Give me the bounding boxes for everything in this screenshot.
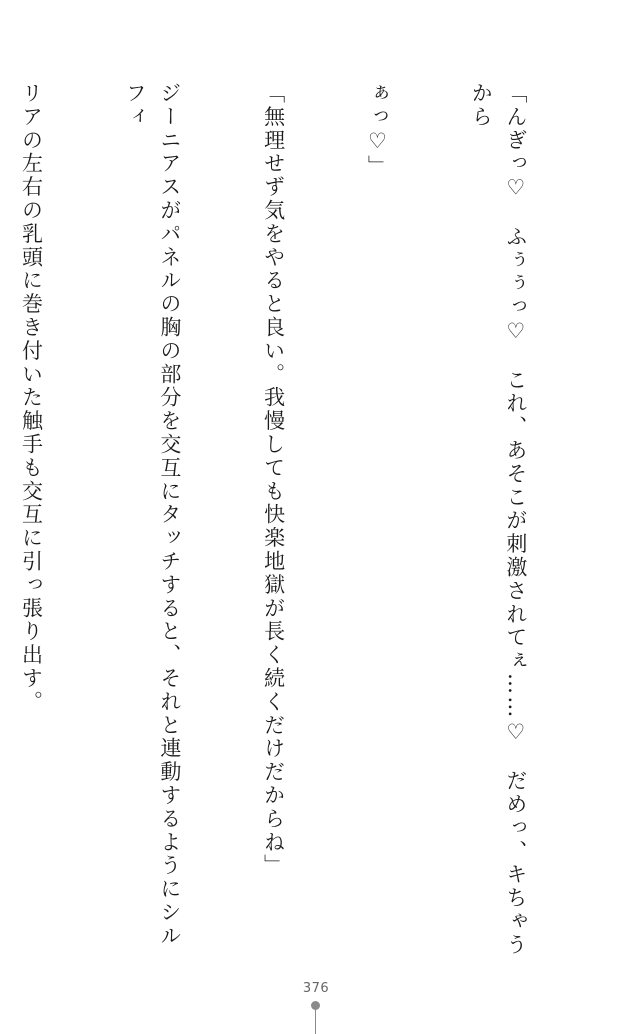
text-line: リアの左右の乳頭に巻き付いた触手も交互に引っ張り出す。	[19, 82, 44, 714]
text-line: ジーニアスがパネルの胸の部分を交互にタッチすると、それと連動するようにシルフィ	[123, 82, 182, 948]
page-number: 376	[302, 981, 330, 996]
vertical-text-body	[19, 82, 602, 962]
text-line: ぁっ♡」	[365, 82, 390, 179]
page-marker-line	[315, 1009, 316, 1034]
text-line: 「無理せず気をやると良い。我慢しても快楽地獄が長く続くだけだからね」	[261, 82, 286, 878]
text-line: 「んぎっ♡ ふぅぅっ♡ これ、あそこが刺激されてぇ……♡ だめっ、キちゃうから	[469, 82, 528, 957]
